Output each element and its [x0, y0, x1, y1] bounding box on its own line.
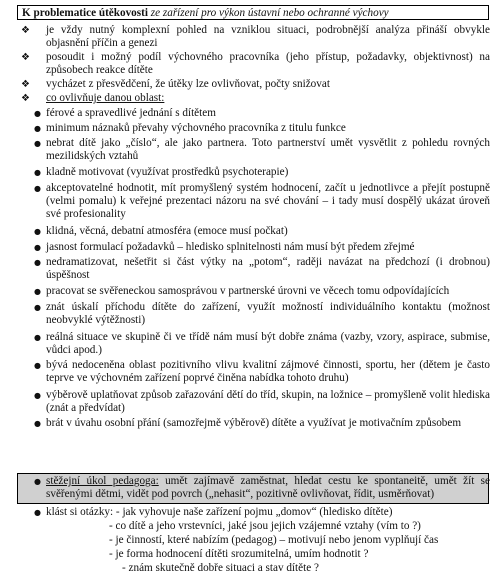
round-bullet-icon: ●: [34, 243, 41, 252]
bullet-item: ● znát úskalí příchodu dítěte do zařízení, využít možností individuálního kontaktu (možnost neobvyklé výtěžnosti): [34, 301, 490, 327]
question-line: - jak vyhovuje naše zařízení pojmu „domov“ (hledisko dítěte): [115, 506, 393, 518]
diamond-item: ❖ posoudit i možný podíl výchovného pracovníka (jeho přístup, požadavky, objektivnost) na způsobech reakce dítěte: [21, 51, 490, 77]
question-line: - je forma hodnocení dítěti srozumitelná, umím hodnotit ?: [109, 548, 369, 560]
bullet-item: ● jasnost formulací požadavků – hledisko splnitelnosti nám musí být předem zřejmé: [34, 241, 415, 253]
diamond-item: ❖ co ovlivňuje danou oblast:: [21, 92, 165, 104]
bullet-item: ● bývá nedoceněna oblast pozitivního vlivu kvalitní zájmové činnosti, sportu, her (dětem je často teprve ve výchovném zařízení poprvé činěna nabídka tohoto druhu): [34, 359, 490, 385]
round-bullet-icon: ●: [34, 168, 41, 177]
section-title-bold: K problematice útěkovosti: [22, 7, 148, 19]
diamond-item: ❖ je vždy nutný komplexní pohled na vzniklou situaci, podrobnější analýza přináší obvykle objasnění příčin a genezi: [21, 24, 490, 50]
bullet-item: ● reálná situace ve skupině či ve třídě nám musí být dobře známa (vazby, vzory, aspirace, submise, vůdci apod.): [34, 331, 490, 357]
round-bullet-icon: ●: [34, 477, 41, 486]
round-bullet-icon: ●: [34, 419, 41, 428]
round-bullet-icon: ●: [34, 361, 41, 370]
round-bullet-icon: ●: [34, 184, 41, 193]
section-title: [17, 5, 489, 20]
questions-item: [18, 506, 490, 519]
question-line: - je činností, které nabízím (pedagog) – motivují nebo jenom vyplňují čas: [109, 534, 439, 546]
four-diamond-bullet-icon: ❖: [21, 52, 30, 63]
round-bullet-icon: ●: [34, 139, 41, 148]
diamond-item: ❖ vycházet z přesvědčení, že útěky lze ovlivňovat, počty snižovat: [21, 78, 330, 90]
bullet-item: ● minimum náznaků převahy výchovného pracovníka z titulu funkce: [34, 122, 346, 134]
four-diamond-bullet-icon: ❖: [21, 25, 30, 36]
question-line: - co dítě a jeho vrstevníci, jaké jsou jejich vzájemné vztahy (vím to ?): [109, 520, 421, 532]
round-bullet-icon: ●: [34, 258, 41, 267]
round-bullet-icon: ●: [34, 109, 41, 118]
bullet-item: ● nebrat dítě jako „číslo“, ale jako partnera. Toto partnerství umět vysvětlit z pohledu rovných mezilidských vztahů: [34, 137, 490, 163]
bullet-item: ● nedramatizovat, nešetřit si část výtky na „potom“, raději navázat na předchozí (i drobnou) úspěšnost: [34, 256, 490, 282]
four-diamond-bullet-icon: ❖: [21, 79, 30, 90]
round-bullet-icon: ●: [34, 124, 41, 133]
bullet-item: ● klidná, věcná, debatní atmosféra (emoce musí počkat): [34, 225, 288, 237]
bullet-item: ● brát v úvahu osobní přání (samozřejmě výběrově) dítěte a využívat je motivačním způsobem: [34, 417, 462, 429]
bullet-item: ● výběrově uplatňovat způsob zařazování dětí do tříd, skupin, na ložnice – promyšleně volit hlediska (znát a předvídat): [34, 389, 490, 415]
question-line: - znám skutečně dobře situaci a stav dítěte ?: [122, 562, 319, 574]
bullet-item: ● pracovat se svěřeneckou samosprávou v partnerské úrovni ve věcech tomu odpovídajících: [34, 285, 450, 297]
round-bullet-icon: ●: [34, 391, 41, 400]
highlight-lead: stěžejní úkol pedagoga:: [46, 475, 159, 487]
bullet-item: ● férové a spravedlivé jednání s dítětem: [34, 107, 216, 119]
round-bullet-icon: ●: [34, 333, 41, 342]
round-bullet-icon: ●: [34, 227, 41, 236]
bullet-item: ● akceptovatelné hodnotit, mít promyšlený systém hodnocení, začít u jednotlivce a přejít postupně (velmi pomalu) k veřejné prezentaci názoru na své chování – i tady musí dospělý ukázat úroveň své profesionality: [34, 182, 490, 221]
highlight-item: [18, 475, 490, 501]
section-title-italic: ze zařízení pro výkon ústavní nebo ochranné výchovy: [147, 7, 389, 19]
round-bullet-icon: ●: [34, 508, 41, 517]
round-bullet-icon: ●: [34, 287, 41, 296]
round-bullet-icon: ●: [34, 303, 41, 312]
highlight-text: umět zajímavě zaměstnat, hledat cestu ke spontaneitě, umět žít se svěřenými dětmi, vidět pod povrch („nehasit“, pozitivně ovlivňovat, řídit, usměrňovat): [46, 475, 490, 501]
questions-lead: klást si otázky:: [46, 506, 114, 518]
four-diamond-bullet-icon: ❖: [21, 93, 30, 104]
bullet-item: ● kladně motivovat (využívat prostředků psychoterapie): [34, 166, 289, 178]
